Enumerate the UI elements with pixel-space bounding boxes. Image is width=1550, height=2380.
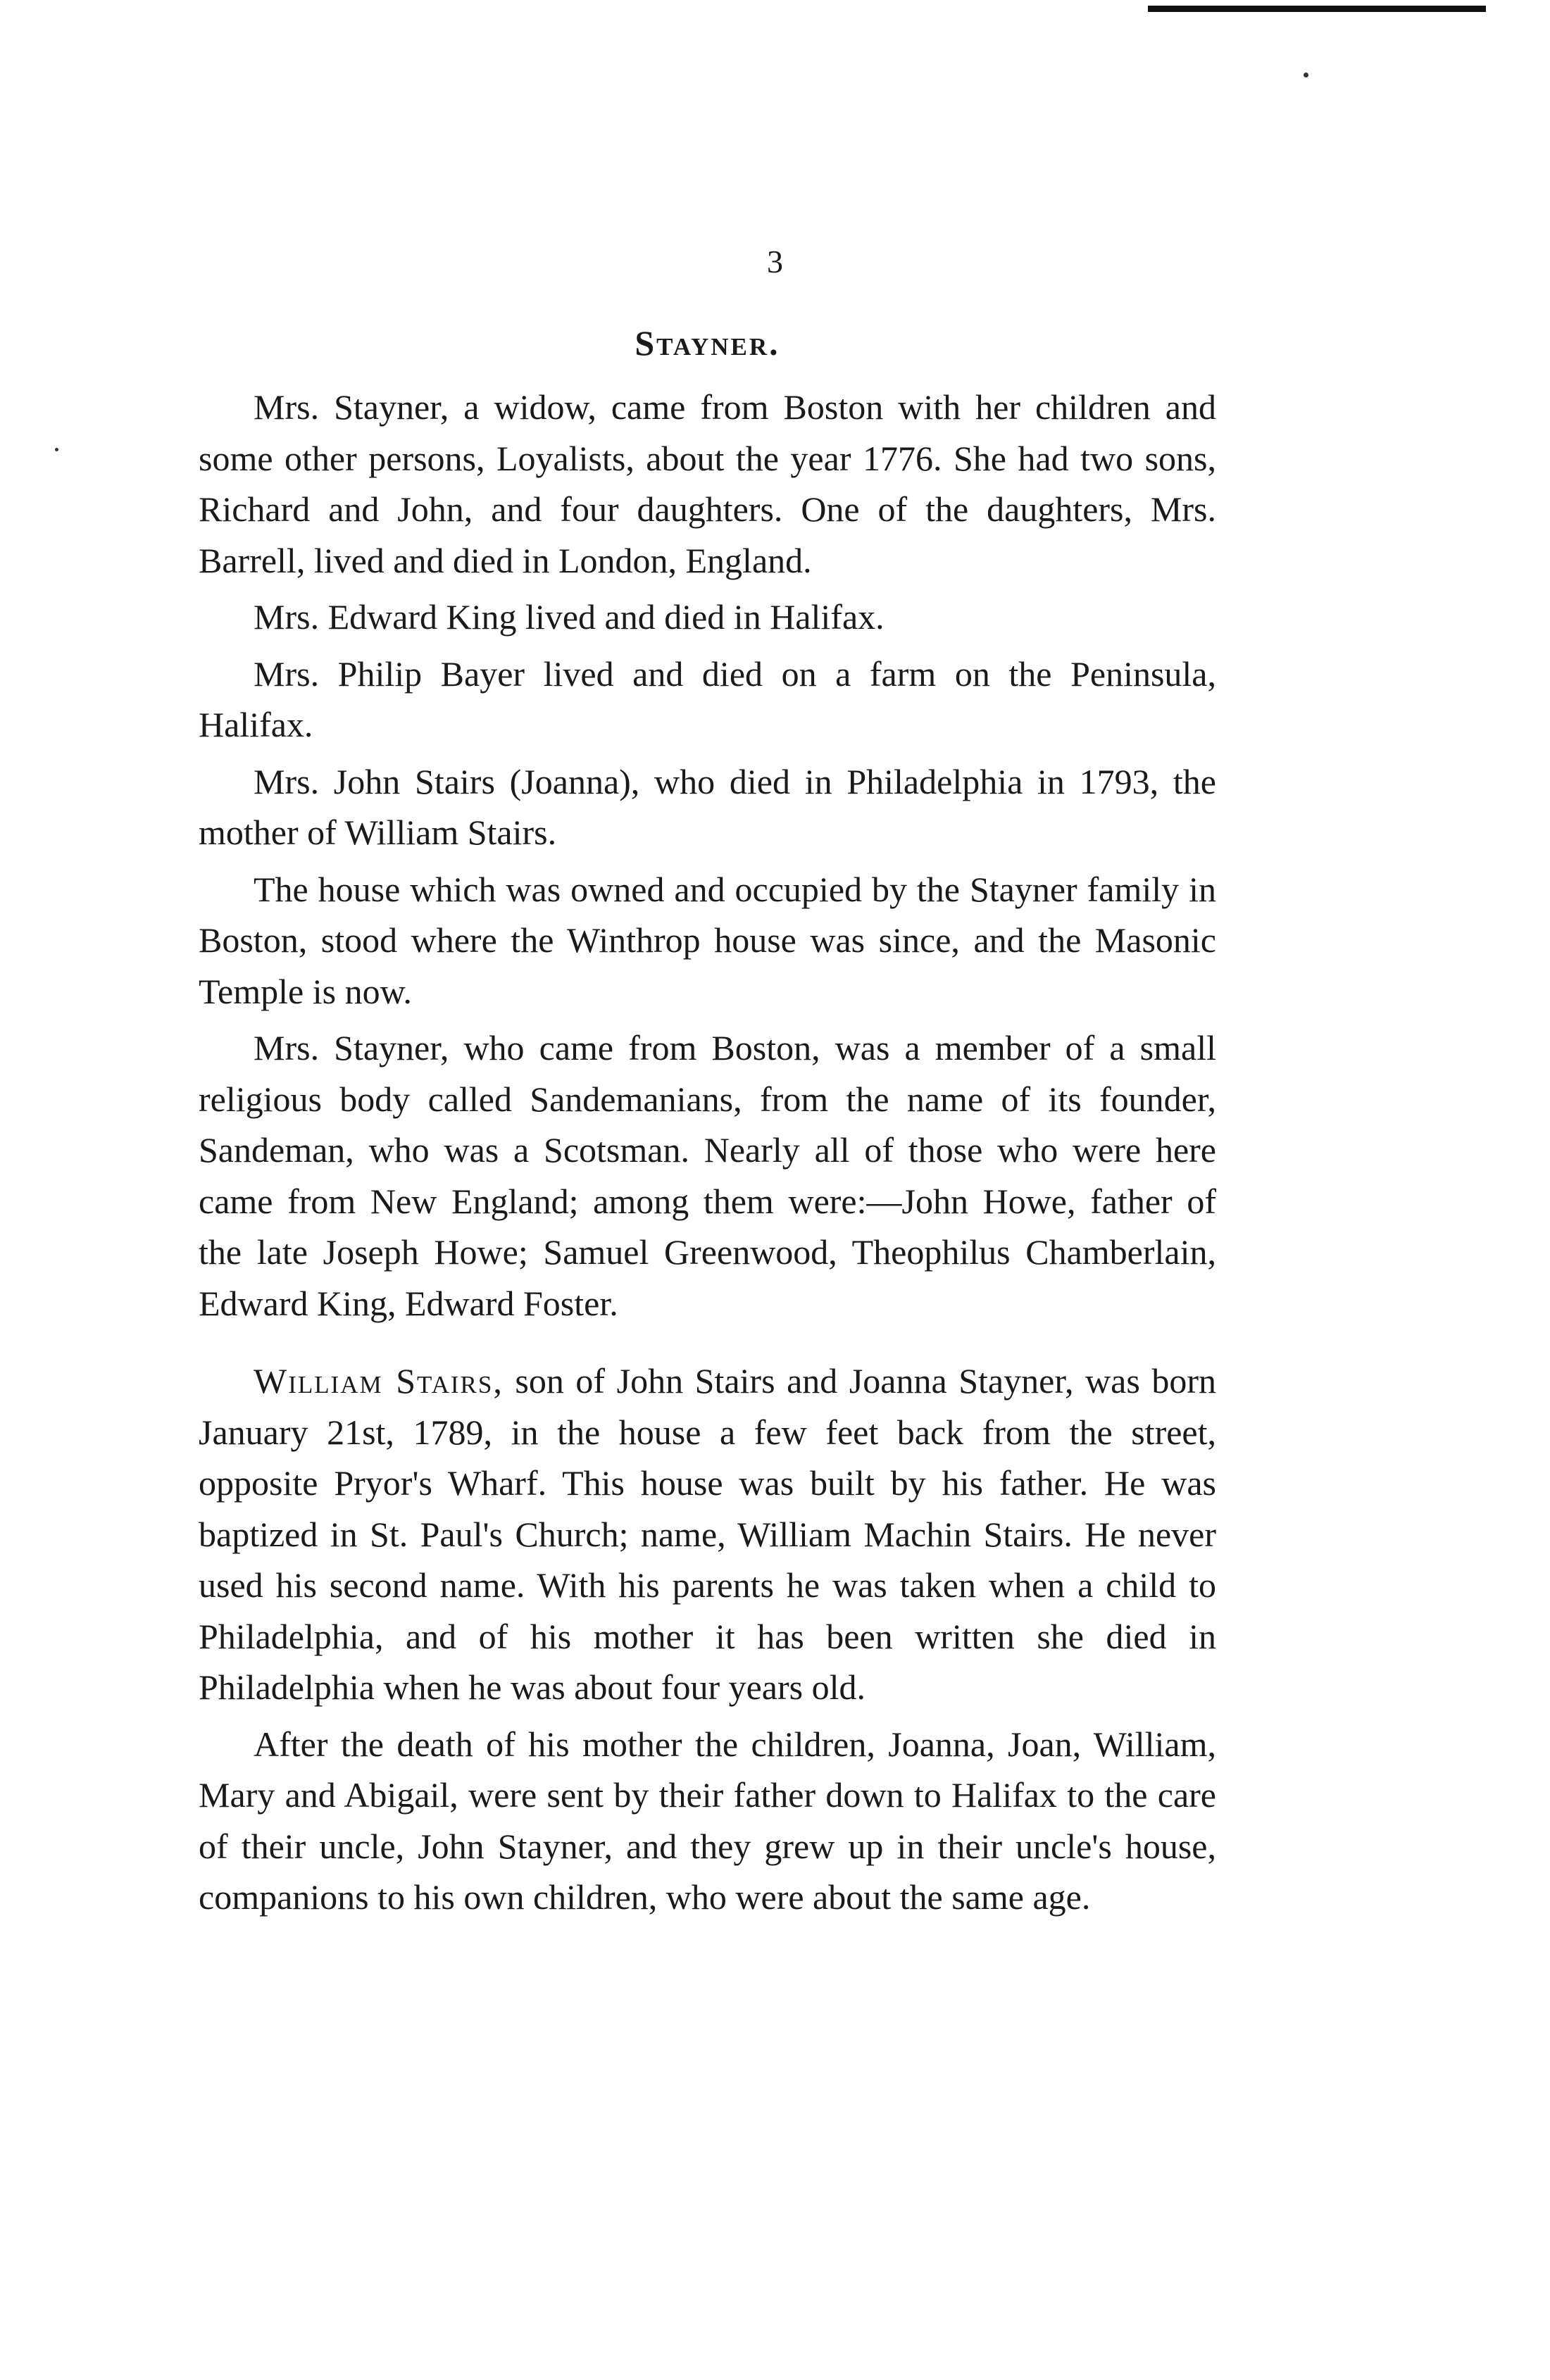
paragraph-children-halifax: After the death of his mother the children, Joanna, Joan, William, Mary and Abigail, were sent by their father down to Halifax to the care of their uncle, John Stayner, and they grew up in their uncle's house, companions to his own children, who were about the same age. xyxy=(199,1724,1216,1917)
paragraph-sandemanians: Mrs. Stayner, who came from Boston, was a member of a small religious body called Sandemanians, from the name of its founder, Sandeman, who was a Scotsman. Nearly all of those who were here came from New England; among them were:—John Howe, father of the late Joseph Howe; Samuel Greenwood, Theophilus Chamberlain, Edward King, Edward Foster. xyxy=(199,1028,1216,1323)
section-heading: Stayner. xyxy=(635,323,780,363)
paragraph-william-stairs-text: son of John Stairs and Joanna Stayner, was born January 21st, 1789, in the house a few feet back from the street, opposite Pryor's Wharf. This house was built by his father. He was baptized in St. Paul's Church; name, William Machin Stairs. He never used his second name. With his parents he was taken when a child to Philadelphia, and of his mother it has been written she died in Philadelphia when he was about four years old. xyxy=(199,1361,1216,1707)
paragraph-mrs-king: Mrs. Edward King lived and died in Halifax. xyxy=(254,597,885,637)
paragraph-stayner-arrival: Mrs. Stayner, a widow, came from Boston with her children and some other persons, Loyalists, about the year 1776. She had two sons, Richard and John, and four daughters. One of the daughters, Mrs. Barrell, lived and died in London, England. xyxy=(199,387,1216,580)
paragraph-mrs-stairs: Mrs. John Stairs (Joanna), who died in Philadelphia in 1793, the mother of William Stairs. xyxy=(199,761,1216,852)
page-body xyxy=(199,317,1216,1923)
paragraph-boston-house: The house which was owned and occupied by the Stayner family in Boston, stood where the Winthrop house was since, and the Masonic Temple is now. xyxy=(199,869,1216,1011)
top-edge-rule xyxy=(1148,6,1486,12)
paragraph-william-stairs xyxy=(199,1355,1216,1713)
page-number: 3 xyxy=(767,244,783,280)
ink-speck xyxy=(1304,73,1308,77)
ink-speck xyxy=(55,448,58,451)
paragraph-lead-name: William Stairs, xyxy=(254,1361,504,1401)
paragraph-mrs-bayer: Mrs. Philip Bayer lived and died on a farm on the Peninsula, Halifax. xyxy=(199,653,1216,744)
